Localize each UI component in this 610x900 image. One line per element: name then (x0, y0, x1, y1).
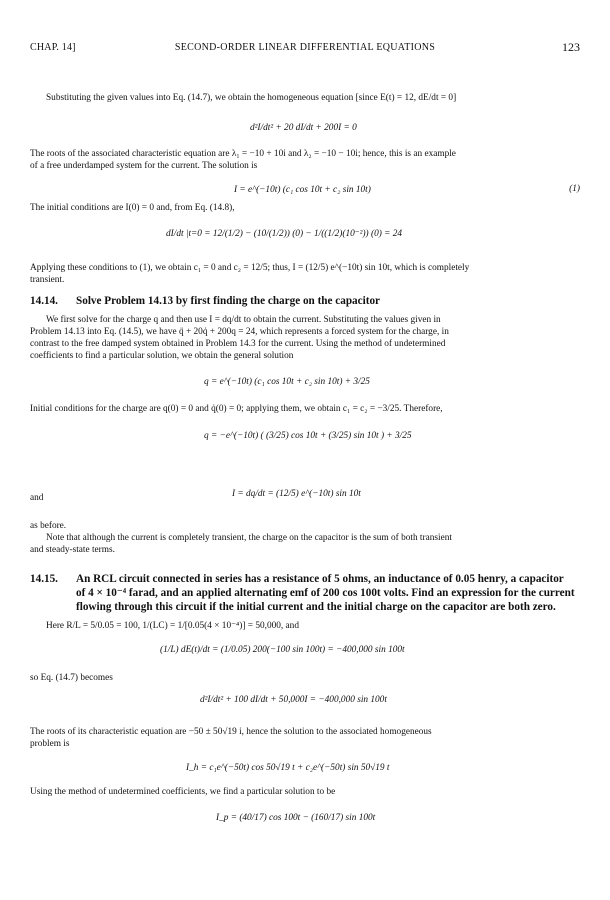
equation: d²I/dt² + 20 dI/dt + 200I = 0 (250, 123, 357, 133)
paragraph: so Eq. (14.7) becomes (30, 673, 113, 683)
problem-statement-line: flowing through this circuit if the initial current and the initial charge on the capacitor are both zero. (76, 601, 556, 613)
paragraph-line: problem is (30, 739, 70, 749)
paragraph-line: The roots of the associated characteristic equation are λ₁ = −10 + 10i and λ₂ = −10 − 10i; hence, this is an example (30, 149, 456, 159)
paragraph-line: Note that although the current is completely transient, the charge on the capacitor is the sum of both transient (46, 533, 452, 543)
problem-statement-line: An RCL circuit connected in series has a resistance of 5 ohms, an inductance of 0.05 henry, a capacitor (76, 573, 564, 585)
paragraph-line: We first solve for the charge q and then use I = dq/dt to obtain the current. Substituting the values given in (46, 315, 441, 325)
paragraph: as before. (30, 521, 67, 531)
paragraph: Using the method of undetermined coefficients, we find a particular solution to be (30, 787, 336, 797)
problem-number: 14.15. (30, 573, 58, 585)
paragraph: Here R/L = 5/0.05 = 100, 1/(LC) = 1/[0.05(4 × 10⁻⁴)] = 50,000, and (46, 621, 299, 631)
paragraph: Substituting the given values into Eq. (14.7), we obtain the homogeneous equation [since E(t) = 12, dE/dt = 0] (46, 93, 457, 103)
problem-heading (30, 572, 582, 586)
paragraph-line: The roots of its characteristic equation are −50 ± 50√19 i, hence the solution to the associated homogeneous (30, 727, 432, 737)
paragraph: Initial conditions for the charge are q(0) = 0 and q̇(0) = 0; applying them, we obtain c₁ = c₂ = −3/25. Therefore, (30, 404, 443, 414)
paragraph-line: coefficients to find a particular solution, we obtain the general solution (30, 351, 294, 361)
paragraph-line: and steady-state terms. (30, 545, 115, 555)
paragraph-line: Applying these conditions to (1), we obtain c₁ = 0 and c₂ = 12/5; thus, I = (12/5) e^(−10t) sin 10t, which is completely (30, 263, 470, 273)
equation: q = −e^(−10t) ( (3/25) cos 10t + (3/25) sin 10t ) + 3/25 (204, 431, 412, 441)
connector-word: and (30, 493, 44, 503)
equation: I_p = (40/17) cos 100t − (160/17) sin 100t (216, 813, 376, 823)
problem-number: 14.14. (30, 295, 58, 307)
problem-statement: Solve Problem 14.13 by first finding the charge on the capacitor (76, 295, 381, 307)
chapter-title: SECOND-ORDER LINEAR DIFFERENTIAL EQUATIONS (174, 42, 436, 53)
equation: I = dq/dt = (12/5) e^(−10t) sin 10t (232, 489, 361, 499)
equation-number: (1) (569, 184, 580, 194)
problem-statement-line: of 4 × 10⁻⁴ farad, and an applied alternating emf of 200 cos 100t volts. Find an expression for the current (76, 587, 575, 599)
equation: d²I/dt² + 100 dI/dt + 50,000I = −400,000 sin 100t (200, 695, 387, 705)
equation: q = e^(−10t) (c₁ cos 10t + c₂ sin 10t) + 3/25 (204, 377, 370, 387)
equation: I_h = c₁e^(−50t) cos 50√19 t + c₂e^(−50t) sin 50√19 t (186, 763, 390, 773)
paragraph-line: of a free underdamped system for the current. The solution is (30, 161, 258, 171)
chapter-label: CHAP. 14] (30, 42, 76, 53)
paragraph-line: Problem 14.13 into Eq. (14.5), we have q̈ + 20q̇ + 200q = 24, which represents a forced system for the charge, in (30, 327, 449, 337)
equation: I = e^(−10t) (c₁ cos 10t + c₂ sin 10t) (234, 185, 371, 195)
equation: (1/L) dE(t)/dt = (1/0.05) 200(−100 sin 100t) = −400,000 sin 100t (160, 645, 405, 655)
paragraph-line: contrast to the free damped system obtained in Problem 14.3 for the current. Using the method of undetermined (30, 339, 446, 349)
running-header (30, 40, 580, 56)
problem-heading (30, 294, 582, 308)
page-number: 123 (562, 40, 580, 54)
equation: dI/dt |t=0 = 12/(1/2) − (10/(1/2)) (0) − 1/((1/2)(10⁻²)) (0) = 24 (166, 229, 403, 239)
paragraph-line: transient. (30, 275, 65, 285)
paragraph: The initial conditions are I(0) = 0 and, from Eq. (14.8), (30, 203, 235, 213)
